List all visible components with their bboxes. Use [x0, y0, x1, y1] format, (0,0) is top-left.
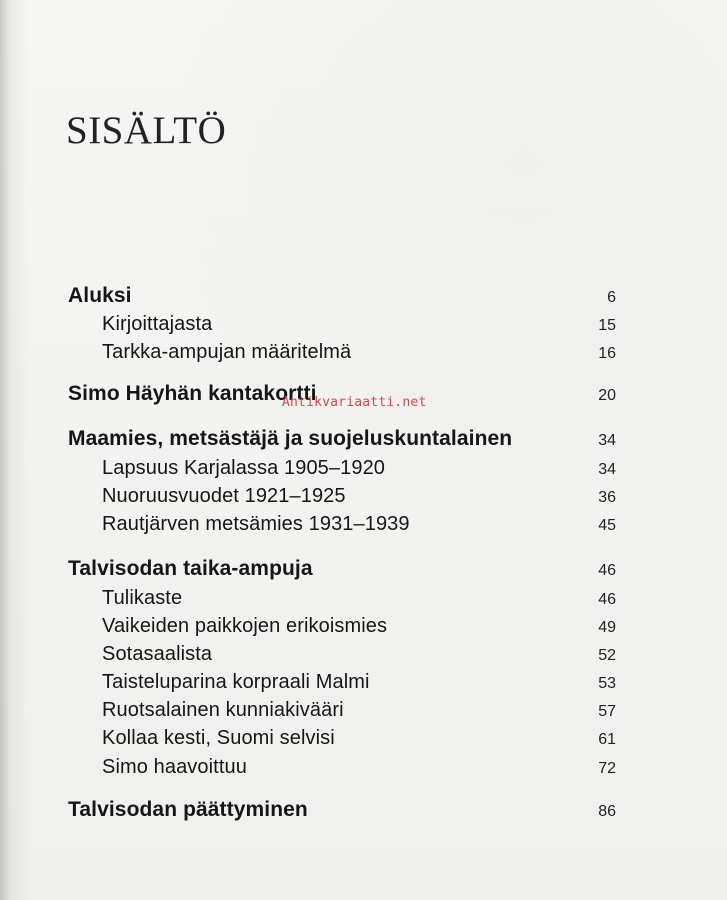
toc-entry-lapsuus-karjalassa	[102, 457, 616, 480]
page-title: SISÄLTÖ	[66, 109, 227, 152]
toc-entry-label: Vaikeiden paikkojen erikoismies	[102, 615, 388, 637]
toc-page-number: 46	[598, 562, 616, 579]
toc-entry-label: Simo Häyhän kantakortti	[68, 382, 317, 405]
toc-entry-label: Kollaa kesti, Suomi selvisi	[102, 727, 335, 749]
toc-page-number: 36	[598, 489, 616, 506]
toc-page-number: 34	[598, 461, 616, 478]
toc-entry-label: Talvisodan päättyminen	[68, 798, 308, 821]
toc-entry-label: Rautjärven metsämies 1931–1939	[102, 513, 410, 535]
toc-page-number: 61	[598, 731, 616, 748]
toc-page-number: 72	[598, 760, 616, 777]
toc-entry-label: Talvisodan taika-ampuja	[68, 557, 313, 580]
toc-page-number: 86	[598, 803, 616, 820]
toc-entry-taisteluparina	[102, 671, 616, 694]
toc-entry-label: Tulikaste	[102, 587, 183, 609]
toc-entry-kirjoittajasta	[102, 313, 616, 336]
toc-entry-label: Aluksi	[68, 284, 132, 307]
toc-entry-label: Ruotsalainen kunniakivääri	[102, 699, 344, 721]
toc-entry-label: Nuoruusvuodet 1921–1925	[102, 485, 346, 507]
toc-entry-label: Kirjoittajasta	[102, 313, 213, 335]
toc-entry-label: Tarkka-ampujan määritelmä	[102, 341, 352, 363]
toc-page-number: 45	[598, 517, 616, 534]
toc-entry-simo-haavoittuu	[102, 756, 616, 779]
toc-entry-aluksi	[68, 284, 616, 308]
toc-entry-tarkka-ampujan-maaritelma	[102, 341, 616, 364]
toc-page-number: 57	[598, 703, 616, 720]
toc-entry-label: Lapsuus Karjalassa 1905–1920	[102, 457, 386, 479]
toc-entry-maamies	[68, 427, 616, 451]
toc-entry-label: Maamies, metsästäjä ja suojeluskuntalainen	[68, 427, 513, 450]
toc-entry-label: Simo haavoittuu	[102, 756, 247, 778]
toc-page-number: 46	[598, 591, 616, 608]
toc-page-number: 34	[598, 432, 616, 449]
toc-page-number: 20	[598, 387, 616, 404]
toc-entry-tulikaste	[102, 587, 616, 610]
toc-entry-talvisodan-taika-ampuja	[68, 557, 616, 581]
toc-entry-label: Taisteluparina korpraali Malmi	[102, 671, 370, 693]
toc-entry-ruotsalainen-kunniakivaari	[102, 699, 616, 722]
toc-page-number: 16	[598, 345, 616, 362]
toc-entry-label: Sotasaalista	[102, 643, 213, 665]
toc-page-number: 52	[598, 647, 616, 664]
toc-entry-nuoruusvuodet	[102, 485, 616, 508]
toc-entry-talvisodan-paattyminen	[68, 798, 616, 822]
toc-entry-rautjarven-metsamies	[102, 513, 616, 536]
watermark-text: Antikvariaatti.net	[282, 395, 427, 410]
toc-entry-kollaa-kesti	[102, 727, 616, 750]
toc-page-number: 53	[598, 675, 616, 692]
toc-entry-vaikeiden-paikkojen	[102, 615, 616, 638]
toc-entry-sotasaalista	[102, 643, 616, 666]
toc-page-number: 15	[598, 317, 616, 334]
toc-page-number: 49	[598, 619, 616, 636]
toc-page-number: 6	[607, 289, 616, 306]
